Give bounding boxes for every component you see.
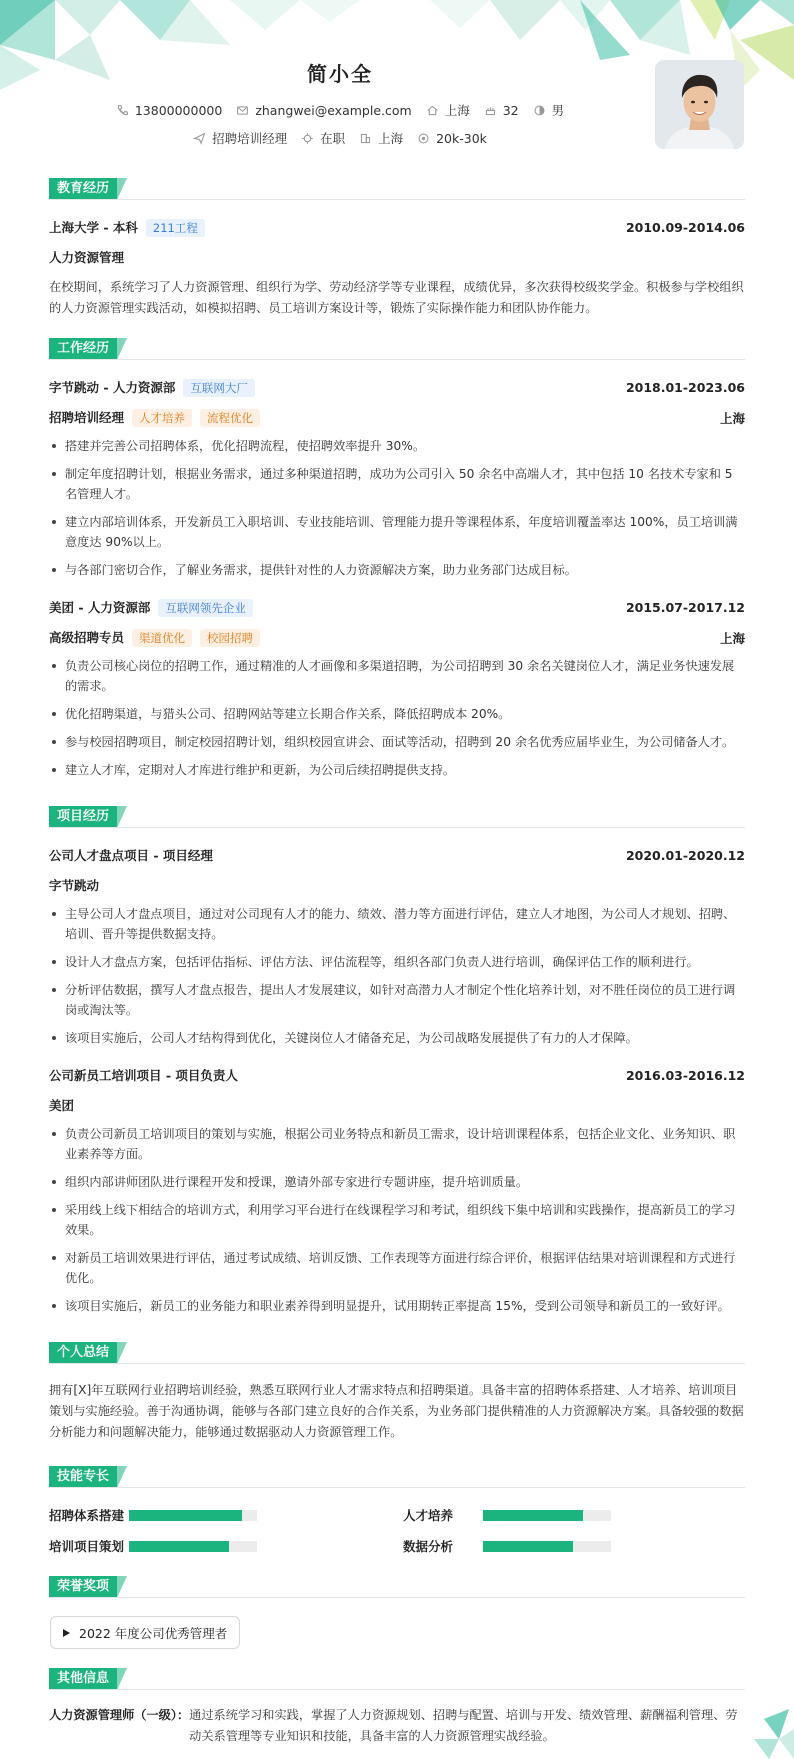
send-icon — [193, 132, 206, 145]
project-name: 公司人才盘点项目 - 项目经理 — [49, 848, 213, 863]
salary-info — [417, 131, 487, 146]
list-item: 建立人才库，定期对人才库进行维护和更新，为公司后续招聘提供支持。 — [49, 760, 745, 780]
skill-bar — [483, 1510, 611, 1521]
project-org-row — [49, 1096, 745, 1114]
awards-section-title: 荣誉奖项 — [49, 1576, 127, 1598]
skill-item — [403, 1537, 611, 1555]
skill-name: 培训项目策划 — [49, 1539, 125, 1554]
skill-bar-fill — [483, 1541, 573, 1552]
education-description: 在校期间，系统学习了人力资源管理、组织行为学、劳动经济学等专业课程，成绩优异，多次获得校级奖学金。积极参与学校组织的人力资源管理实践活动，如模拟招聘、员工培训方案设计等，锻炼了实际操作能力和团队协作能力。 — [49, 280, 744, 315]
list-item: 对新员工培训效果进行评估，通过考试成绩、培训反馈、工作表现等方面进行综合评价，根据评估结果对培训课程和方式进行优化。 — [49, 1248, 745, 1288]
age-info — [484, 103, 519, 118]
certificate-text: 通过系统学习和实践，掌握了人力资源规划、招聘与配置、培训与开发、绩效管理、薪酬福利管理、劳动关系管理等专业知识和技能，具备丰富的人力资源管理实战经验。 — [189, 1708, 738, 1743]
list-item: 优化招聘渠道，与猎头公司、招聘网站等建立长期合作关系，降低招聘成本 20%。 — [49, 704, 745, 724]
company-name: 美团 - 人力资源部 — [49, 600, 151, 615]
company-tag: 互联网领先企业 — [158, 599, 253, 617]
email-info — [236, 103, 411, 118]
list-item: 负责公司新员工培训项目的策划与实施，根据公司业务特点和新员工需求，设计培训课程体系，包括企业文化、业务知识、职业素养等方面。 — [49, 1124, 745, 1164]
list-item: 主导公司人才盘点项目，通过对公司现有人才的能力、绩效、潜力等方面进行评估，建立人才地图，为公司人才规划、招聘、培训、晋升等提供数据支持。 — [49, 904, 745, 944]
list-item: 组织内部讲师团队进行课程开发和授课，邀请外部专家进行专题讲座，提升培训质量。 — [49, 1172, 745, 1192]
major-row — [49, 248, 745, 266]
phone-icon — [116, 104, 129, 117]
skill-item — [403, 1506, 611, 1524]
skills-section-title: 技能专长 — [49, 1466, 127, 1488]
education-header — [49, 218, 745, 237]
project-org: 字节跳动 — [49, 878, 100, 893]
avatar — [655, 60, 744, 149]
role-tag: 人才培养 — [132, 409, 192, 427]
building-icon — [359, 132, 372, 145]
job-city: 上海 — [719, 630, 745, 646]
skill-bar-fill — [129, 1541, 229, 1552]
skill-bar — [483, 1541, 611, 1552]
work-section-title: 工作经历 — [49, 338, 127, 360]
skill-bar — [129, 1541, 257, 1552]
status-icon — [301, 132, 314, 145]
skill-name: 数据分析 — [403, 1539, 454, 1554]
school-tag: 211工程 — [146, 219, 205, 237]
job-bullets — [49, 656, 745, 788]
major: 人力资源管理 — [49, 250, 125, 265]
list-item: 负责公司核心岗位的招聘工作，通过精准的人才画像和多渠道招聘，为公司招聘到 30 余名关键岗位人才，满足业务快速发展的需求。 — [49, 656, 745, 696]
project-bullets — [49, 904, 745, 1056]
skill-item — [49, 1506, 257, 1524]
certificate-row — [49, 1705, 745, 1747]
divider — [49, 1597, 745, 1598]
intent-row — [0, 129, 680, 147]
project-date: 2016.03-2016.12 — [625, 1067, 745, 1083]
role-tag: 渠道优化 — [132, 629, 192, 647]
summary-section-title: 个人总结 — [49, 1342, 127, 1364]
play-icon — [61, 1628, 71, 1638]
job-date: 2018.01-2023.06 — [625, 380, 745, 395]
job-city: 上海 — [719, 410, 745, 426]
list-item: 设计人才盘点方案，包括评估指标、评估方法、评估流程等，组织各部门负责人进行培训，确保评估工作的顺利进行。 — [49, 952, 745, 972]
list-item: 该项目实施后，新员工的业务能力和职业素养得到明显提升，试用期转正率提高 15%，受到公司领导和新员工的一致好评。 — [49, 1296, 745, 1316]
project-header — [49, 1066, 745, 1084]
project-name: 公司新员工培训项目 - 项目负责人 — [49, 1068, 238, 1083]
phone-text: 13800000000 — [134, 102, 223, 118]
list-item: 制定年度招聘计划，根据业务需求，通过多种渠道招聘，成功为公司引入 50 余名中高端人才，其中包括 10 名技术专家和 5 名管理人才。 — [49, 464, 745, 504]
company-tag: 互联网大厂 — [183, 379, 255, 397]
mail-icon — [236, 104, 249, 117]
gender-text: 男 — [551, 103, 565, 118]
divider — [49, 359, 745, 360]
footer-decoration — [734, 1709, 794, 1759]
target-position-info — [193, 129, 287, 147]
skill-name: 人才培养 — [403, 1508, 454, 1523]
list-item: 参与校园招聘项目，制定校园招聘计划，组织校园宣讲会、面试等活动，招聘到 20 余名优秀应届毕业生，为公司储备人才。 — [49, 732, 745, 752]
contact-row — [0, 101, 680, 119]
phone-info — [116, 103, 222, 118]
list-item: 分析评估数据，撰写人才盘点报告，提出人才发展建议，如针对高潜力人才制定个性化培养计划，对不胜任岗位的员工进行调岗或淘汰等。 — [49, 980, 745, 1020]
skill-name: 招聘体系搭建 — [49, 1508, 125, 1523]
list-item: 与各部门密切合作，了解业务需求，提供针对性的人力资源解决方案，助力业务部门达成目标。 — [49, 560, 745, 580]
age-text: 32 — [502, 102, 519, 118]
job-role: 高级招聘专员 — [49, 630, 125, 645]
location-info — [426, 101, 470, 119]
skill-bar-fill — [483, 1510, 583, 1521]
home-icon — [426, 104, 439, 117]
coin-icon — [417, 132, 430, 145]
skill-bar-fill — [129, 1510, 242, 1521]
role-tag: 流程优化 — [200, 409, 260, 427]
project-header — [49, 846, 745, 864]
projects-section-title: 项目经历 — [49, 806, 127, 828]
divider — [49, 1363, 745, 1364]
job-role-row — [49, 408, 745, 427]
education-date: 2010.09-2014.06 — [625, 220, 745, 235]
location-text: 上海 — [444, 103, 470, 118]
divider — [49, 827, 745, 828]
divider — [49, 1487, 745, 1488]
candidate-name: 简小全 — [307, 62, 373, 86]
school-name: 上海大学 - 本科 — [49, 220, 138, 235]
job-bullets — [49, 436, 745, 588]
list-item: 该项目实施后，公司人才结构得到优化，关键岗位人才储备充足，为公司战略发展提供了有力的人才保障。 — [49, 1028, 745, 1048]
list-item: 采用线上线下相结合的培训方式，利用学习平台进行在线课程学习和考试，组织线下集中培训和实践操作，提高新员工的学习效果。 — [49, 1200, 745, 1240]
award-text: 2022 年度公司优秀管理者 — [79, 1625, 228, 1641]
gender-info — [533, 101, 565, 119]
list-item: 建立内部培训体系，开发新员工入职培训、专业技能培训、管理能力提升等课程体系，年度培训覆盖率达 100%，员工培训满意度达 90%以上。 — [49, 512, 745, 552]
education-section-title: 教育经历 — [49, 178, 127, 200]
other-section-title: 其他信息 — [49, 1668, 127, 1690]
skill-bar — [129, 1510, 257, 1521]
list-item: 搭建并完善公司招聘体系，优化招聘流程，使招聘效率提升 30%。 — [49, 436, 745, 456]
job-role-row — [49, 628, 745, 647]
job-header — [49, 598, 745, 617]
company-name: 字节跳动 - 人力资源部 — [49, 380, 176, 395]
target-city-info — [359, 129, 403, 147]
project-org: 美团 — [49, 1098, 75, 1113]
job-header — [49, 378, 745, 397]
project-org-row — [49, 876, 745, 894]
job-role: 招聘培训经理 — [49, 410, 125, 425]
gender-icon — [533, 104, 546, 117]
award-item[interactable] — [50, 1616, 240, 1649]
status-text: 在职 — [320, 131, 346, 146]
email-text: zhangwei@example.com — [255, 102, 412, 118]
target-city-text: 上海 — [378, 131, 404, 146]
target-position-text: 招聘培训经理 — [212, 131, 288, 146]
job-date: 2015.07-2017.12 — [625, 600, 745, 615]
cake-icon — [484, 104, 497, 117]
divider — [49, 199, 745, 200]
status-info — [301, 129, 345, 147]
project-bullets — [49, 1124, 745, 1324]
project-date: 2020.01-2020.12 — [625, 847, 745, 863]
divider — [49, 1689, 745, 1690]
summary-text: 拥有[X]年互联网行业招聘培训经验，熟悉互联网行业人才需求特点和招聘渠道。具备丰富的招聘体系搭建、人才培养、培训项目策划与实施经验。善于沟通协调，能够与各部门建立良好的合作关系，为业务部门提供精准的人力资源解决方案。具备较强的数据分析能力和问题解决能力，能够通过数据驱动人力资源管理工作。 — [49, 1383, 744, 1439]
role-tag: 校园招聘 — [200, 629, 260, 647]
skill-item — [49, 1537, 257, 1555]
salary-text: 20k-30k — [436, 130, 487, 146]
certificate-label: 人力资源管理师（一级）： — [49, 1708, 190, 1722]
